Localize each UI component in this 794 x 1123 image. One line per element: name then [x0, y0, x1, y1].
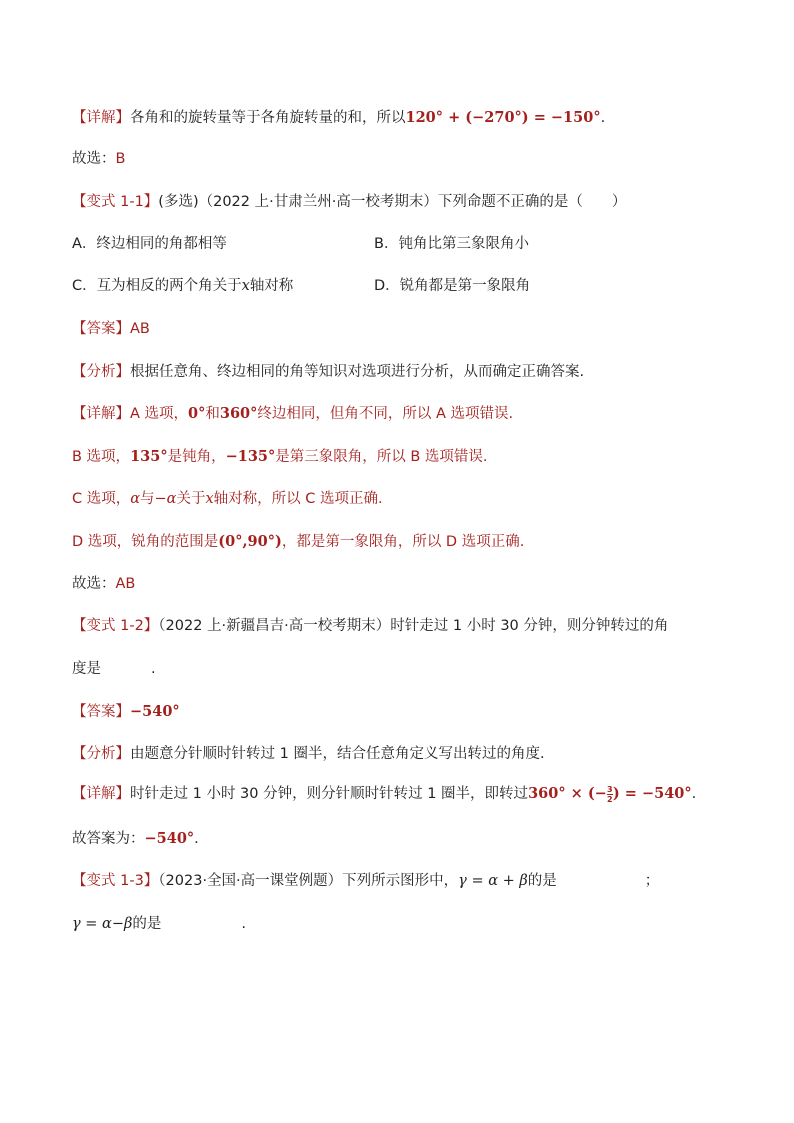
- variant-1-1-question: [72, 192, 626, 212]
- options-row-1: [72, 234, 227, 254]
- answer-line-1: [72, 319, 150, 339]
- math: 360°: [219, 405, 258, 422]
- analysis-line-2: [72, 744, 545, 764]
- tag-detail: 【详解】: [72, 406, 130, 422]
- variant-1-3-question: [72, 871, 659, 891]
- detail-line-b: [72, 447, 488, 467]
- tag-answer: 【答案】: [72, 321, 130, 337]
- math: α: [130, 491, 141, 507]
- text: (多选)（2022 上·甘肃兰州·高一校考期末）下列命题不正确的是（ ）: [158, 194, 627, 210]
- punct: .: [194, 831, 199, 847]
- text: 由题意分针顺时针转过 1 圈半，结合任意角定义写出转过的角度.: [130, 746, 545, 762]
- math: 360° × (−: [528, 785, 607, 802]
- answer: AB: [130, 321, 150, 337]
- math: γ = α + β: [458, 873, 528, 889]
- text: 故选：: [72, 151, 116, 167]
- tag-variant: 【变式 1-3】: [72, 873, 159, 889]
- punct: ；: [644, 873, 660, 889]
- text: C 选项，: [72, 491, 131, 507]
- detail-line-2: [72, 784, 696, 804]
- choice-line-2: [72, 574, 135, 594]
- math: γ = α−β: [72, 916, 133, 932]
- option-a: A．终边相同的角都相等: [72, 236, 227, 252]
- answer: −540°: [130, 703, 180, 720]
- text: （2022 上·新疆昌吉·高一校考期末）时针走过 1 小时 30 分钟，则分钟转过的角: [158, 618, 669, 634]
- analysis-line-1: [72, 362, 584, 382]
- option-c-text: C．互为相反的两个角关于: [72, 278, 242, 294]
- punct: .: [600, 110, 606, 126]
- math-x: x: [241, 278, 250, 294]
- math: 0°: [188, 405, 206, 422]
- answer-line-2: [72, 702, 180, 722]
- text: 的是: [132, 916, 162, 932]
- math: −135°: [225, 448, 276, 465]
- text: ，都是第一象限角，所以 D 选项正确.: [281, 534, 525, 550]
- text: 根据任意角、终边相同的角等知识对选项进行分析，从而确定正确答案.: [130, 364, 585, 380]
- variant-1-2-question-cont: [72, 659, 156, 679]
- text: 轴对称，所以 C 选项正确.: [213, 491, 383, 507]
- text: （2023·全国·高一课堂例题）下列所示图形中，: [158, 873, 459, 889]
- text: 关于: [176, 491, 206, 507]
- text: 时针走过 1 小时 30 分钟，则分针顺时针转过 1 圈半，即转过: [130, 786, 529, 802]
- solution-line-1: [72, 108, 605, 128]
- punct: .: [691, 786, 697, 802]
- text: 度是: [72, 661, 101, 677]
- detail-line-d: [72, 532, 524, 552]
- text: B 选项，: [72, 449, 131, 465]
- text: 故选：: [72, 576, 116, 592]
- tag-variant: 【变式 1-2】: [72, 618, 159, 634]
- tag-detail: 【详解】: [72, 786, 130, 802]
- text: 终边相同，但角不同，所以 A 选项错误.: [257, 406, 514, 422]
- denominator: 2: [607, 794, 613, 804]
- tag-analysis: 【分析】: [72, 364, 130, 380]
- text: 和: [205, 406, 220, 422]
- math: −α: [154, 491, 177, 507]
- option-b: B．钝角比第三象限角小: [374, 236, 529, 252]
- text: 的是: [527, 873, 557, 889]
- answer: B: [115, 151, 126, 167]
- tag-detail: 【详解】: [72, 110, 130, 126]
- math: x: [205, 491, 214, 507]
- math: (0°,90°): [218, 533, 282, 550]
- math: 135°: [130, 448, 168, 465]
- answer: AB: [115, 576, 136, 592]
- text: 各角和的旋转量等于各角旋转量的和，所以: [130, 110, 406, 126]
- choice-line-1: [72, 149, 125, 169]
- tag-variant: 【变式 1-1】: [72, 194, 159, 210]
- text: 与: [140, 491, 155, 507]
- text: D 选项，锐角的范围是: [72, 534, 219, 550]
- punct: .: [241, 916, 246, 932]
- variant-1-2-question: [72, 616, 668, 636]
- option-d: D．锐角都是第一象限角: [374, 278, 531, 294]
- final-answer-line: [72, 829, 199, 849]
- option-c-text-end: 轴对称: [249, 278, 294, 294]
- numerator: 3: [607, 784, 613, 794]
- detail-line-c: [72, 489, 383, 509]
- options-row-2: [72, 276, 293, 296]
- math: ) = −540°: [612, 785, 692, 802]
- tag-answer: 【答案】: [72, 704, 130, 720]
- answer: −540°: [144, 830, 195, 847]
- text: 是第三象限角，所以 B 选项错误.: [275, 449, 488, 465]
- text: A 选项，: [130, 406, 189, 422]
- math-expression: 120° + (−270°) = −150°: [405, 109, 601, 126]
- punct: .: [151, 661, 156, 677]
- text: 故答案为：: [72, 831, 145, 847]
- tag-analysis: 【分析】: [72, 746, 130, 762]
- text: 是钝角，: [167, 449, 226, 465]
- detail-line-a: [72, 404, 513, 424]
- variant-1-3-question-cont: [72, 914, 246, 934]
